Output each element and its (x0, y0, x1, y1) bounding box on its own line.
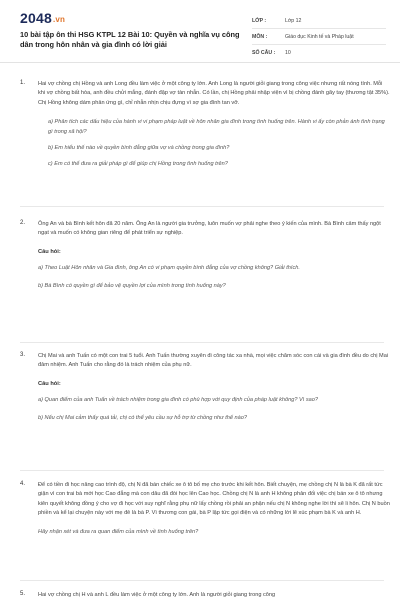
question-subpart: b) Bà Bình có quyền gì để bảo vệ quyền lợi của mình trong tình huống này? (38, 283, 226, 290)
meta-key: SỐ CÂU : (252, 49, 276, 56)
site-logo[interactable] (20, 10, 65, 26)
question-number: 2. (20, 220, 26, 226)
question-subpart: c) Em có thể đưa ra giải pháp gì để giúp chị Hồng trong tình huống trên? (48, 161, 228, 168)
question-body (38, 481, 390, 537)
logo-text: 2048 (20, 10, 52, 26)
question-text: Hai vợ chồng chị H và anh L đều làm việc ở một công ty lớn. Anh là người giỏi giang trong công (38, 592, 276, 598)
logo-suffix: .vn (52, 15, 66, 24)
meta-row-count (252, 45, 386, 60)
meta-value: Lớp 12 (285, 17, 302, 24)
question-subpart: a) Phân tích các dấu hiệu của hành vi vi phạm pháp luật về hôn nhân gia đình trong tình huống trên. Hành vi ấy còn phản ánh tình trạng gì trong xã hội? (48, 119, 385, 135)
question-subpart: a) Theo Luật Hôn nhân và Gia đình, ông An có vi phạm quyền bình đẳng của vợ chồng không? Giải thích. (38, 264, 300, 271)
question-text: Ông An và bà Bình kết hôn đã 20 năm. Ông An là người gia trưởng, luôn muốn vợ phải nghe theo ý kiến của mình. Bà Bình cảm thấy ngột ngạt và muốn có không gian riêng để phát triển sự nghiệp. (38, 221, 381, 237)
question-body (38, 220, 390, 292)
question-body (38, 80, 390, 170)
divider (20, 470, 384, 471)
divider (20, 206, 384, 207)
document-header (0, 0, 400, 63)
question-number: 5. (20, 591, 26, 597)
divider (20, 580, 384, 581)
question-subpart: a) Quan điểm của anh Tuấn về trách nhiệm trong gia đình có phù hợp với quy định của pháp luật không? Vì sao? (38, 396, 319, 403)
question-text: Hai vợ chồng chị Hồng và anh Long đều làm việc ở một công ty lớn. Anh Long là người giỏi giang trong công việc nhưng rất nóng tính. Mỗi khi vợ chồng bất hòa, anh đều chửi mắng, đánh đập vợ tàn nhẫn. Có lần, chị Hồng phải nhập viện vì bị chồng đánh gãy tay (thương tật 35%). Chị Hồng không dám phản ứng gì, chỉ nhẫn nhịn chịu đựng vì sợ gia đình tan vỡ. (38, 81, 390, 106)
question-label: Câu hỏi: (38, 380, 61, 387)
question-number: 1. (20, 80, 26, 86)
meta-row-class (252, 13, 386, 29)
document-title: 10 bài tập ôn thi HSG KTPL 12 Bài 10: Quyền và nghĩa vụ công dân trong hôn nhân và gia đình có lời giải (20, 30, 240, 49)
meta-value: Giáo dục Kinh tế và Pháp luật (285, 33, 354, 40)
question-text: Chị Mai và anh Tuấn có một con trai 5 tuổi. Anh Tuấn thường xuyên đi công tác xa nhà, mọi việc chăm sóc con cái và gia đình đều do chị Mai đảm nhiệm. Anh Tuấn cho rằng đó là trách nhiệm của phụ nữ. (38, 353, 389, 369)
question-subpart: b) Nếu chị Mai cảm thấy quá tải, chị có thể yêu cầu sự hỗ trợ từ chồng như thế nào? (38, 415, 247, 422)
question-subpart: Hãy nhận xét và đưa ra quan điểm của mình về tình huống trên? (38, 528, 199, 535)
question-text: Để có tiền đi học nâng cao trình độ, chị N đã bán chiếc xe ô tô bố mẹ cho trước khi kết hôn. Biết chuyện, mẹ chồng chị N là bà K đã rất tức giận vì con trai bà mới học Cao đẳng mà con dâu đã đòi học lên Cao học. Chồng chị N là anh H không phản đối việc chị bán xe ô tô nhưng kiên quyết không đồng ý cho vợ đi học với suy nghĩ rằng phụ nữ lấy chồng rồi phải an phận nếu chị N không nghe lời thì sẽ li hôn. Chị N buồn phiền và kể lại chuyện này với mẹ đẻ là bà P. Vì thương con gái, bà P lập tức gọi điện và có những lời lẽ xúc phạm bà K và anh H. (38, 482, 390, 517)
question-label: Câu hỏi: (38, 248, 61, 255)
question-subpart: b) Em hiểu thế nào về quyền bình đẳng giữa vợ và chồng trong gia đình? (48, 145, 230, 152)
divider (20, 342, 384, 343)
meta-row-subject (252, 29, 386, 45)
question-body (38, 352, 390, 424)
question-number: 3. (20, 352, 26, 358)
meta-key: LỚP : (252, 17, 267, 24)
question-number: 4. (20, 481, 26, 487)
document-meta-table (252, 13, 386, 60)
meta-key: MÔN : (252, 33, 268, 40)
question-body (38, 591, 390, 600)
meta-value: 10 (285, 49, 291, 56)
